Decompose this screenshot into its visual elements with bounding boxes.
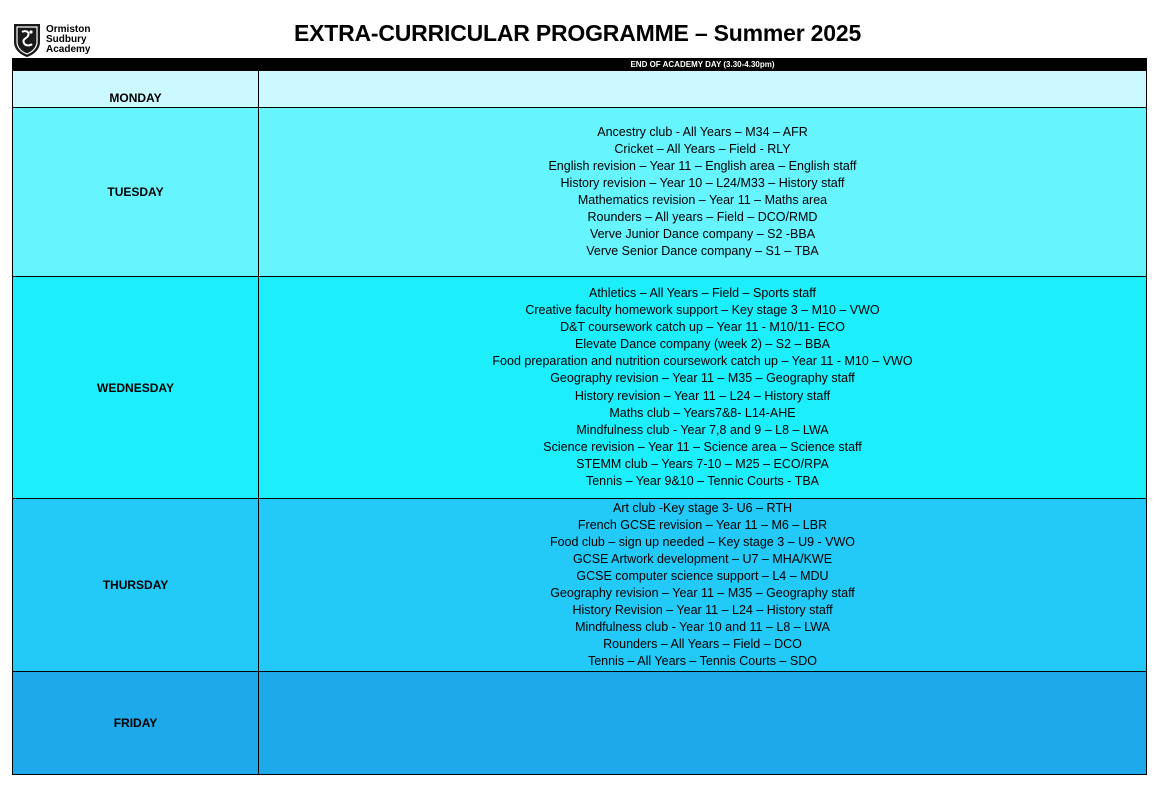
day-label: WEDNESDAY	[13, 277, 259, 499]
activity-item: English revision – Year 11 – English area – English staff	[548, 158, 857, 173]
table-row-thursday	[13, 499, 1147, 672]
activity-item: History revision – Year 11 – L24 – History staff	[574, 388, 831, 403]
day-label: FRIDAY	[13, 672, 259, 775]
logo-line: Academy	[46, 44, 91, 55]
activity-item: Tennis – Year 9&10 – Tennic Courts - TBA	[585, 473, 819, 488]
table-row-tuesday	[13, 108, 1147, 277]
activity-item: Tennis – All Years – Tennis Courts – SDO	[587, 654, 818, 669]
activities-cell	[259, 71, 1147, 108]
logo-line: Sudbury	[46, 34, 87, 45]
table-row-wednesday	[13, 277, 1147, 499]
activity-item: Food preparation and nutrition coursework catch up – Year 11 - M10 – VWO	[492, 354, 913, 369]
activity-item: Elevate Dance company (week 2) – S2 – BBA	[575, 337, 830, 352]
activity-item: STEMM club – Years 7-10 – M25 – ECO/RPA	[576, 456, 829, 471]
day-label: THURSDAY	[13, 499, 259, 672]
activity-item: Science revision – Year 11 – Science area – Science staff	[543, 439, 862, 454]
header-day-cell	[13, 59, 259, 71]
activity-item: French GCSE revision – Year 11 – M6 – LBR	[577, 517, 828, 532]
table-row-friday	[13, 672, 1147, 775]
activity-item: Ancestry club - All Years – M34 – AFR	[597, 124, 808, 139]
activities-cell	[259, 108, 1147, 277]
activity-item: D&T coursework catch up – Year 11 - M10/11- ECO	[560, 320, 845, 335]
programme-table	[12, 58, 1147, 775]
activity-item: Maths club – Years7&8- L14-AHE	[609, 405, 796, 420]
day-label: TUESDAY	[13, 108, 259, 277]
column-header: END OF ACADEMY DAY (3.30-4.30pm)	[259, 59, 1147, 71]
activity-item: Creative faculty homework support – Key stage 3 – M10 – VWO	[525, 303, 880, 318]
activities-cell	[259, 672, 1147, 775]
activity-item: Art club -Key stage 3- U6 – RTH	[612, 500, 792, 515]
page-title: EXTRA-CURRICULAR PROGRAMME – Summer 2025	[293, 20, 862, 46]
activity-item: History revision – Year 10 – L24/M33 – History staff	[560, 175, 845, 190]
activity-item: GCSE computer science support – L4 – MDU	[576, 568, 829, 583]
activities-cell	[259, 499, 1147, 672]
activity-item: Rounders – All years – Field – DCO/RMD	[587, 210, 818, 225]
activity-item: Verve Senior Dance company – S1 – TBA	[586, 244, 819, 259]
activity-item: Verve Junior Dance company – S2 -BBA	[589, 227, 816, 242]
activity-item: History Revision – Year 11 – L24 – History staff	[572, 603, 833, 618]
activity-item: GCSE Artwork development – U7 – MHA/KWE	[572, 551, 833, 566]
activity-item: Rounders – All Years – Field – DCO	[603, 637, 802, 652]
activity-item: Geography revision – Year 11 – M35 – Geography staff	[550, 371, 855, 386]
activity-item: Food club – sign up needed – Key stage 3 – U9 - VWO	[549, 534, 856, 549]
activity-item: Mathematics revision – Year 11 – Maths area	[577, 193, 828, 207]
day-label: MONDAY	[13, 71, 259, 108]
table-header-row	[13, 59, 1147, 71]
activities-cell	[259, 277, 1147, 499]
activity-item: Cricket – All Years – Field - RLY	[614, 141, 791, 156]
activity-item: Mindfulness club - Year 10 and 11 – L8 – LWA	[575, 620, 830, 635]
table-row-monday	[13, 71, 1147, 108]
activity-item: Geography revision – Year 11 – M35 – Geography staff	[550, 586, 855, 600]
activity-item: Mindfulness club - Year 7,8 and 9 – L8 – LWA	[576, 422, 829, 437]
activity-item: Athletics – All Years – Field – Sports staff	[589, 285, 816, 300]
logo-line: Ormiston	[46, 24, 91, 35]
